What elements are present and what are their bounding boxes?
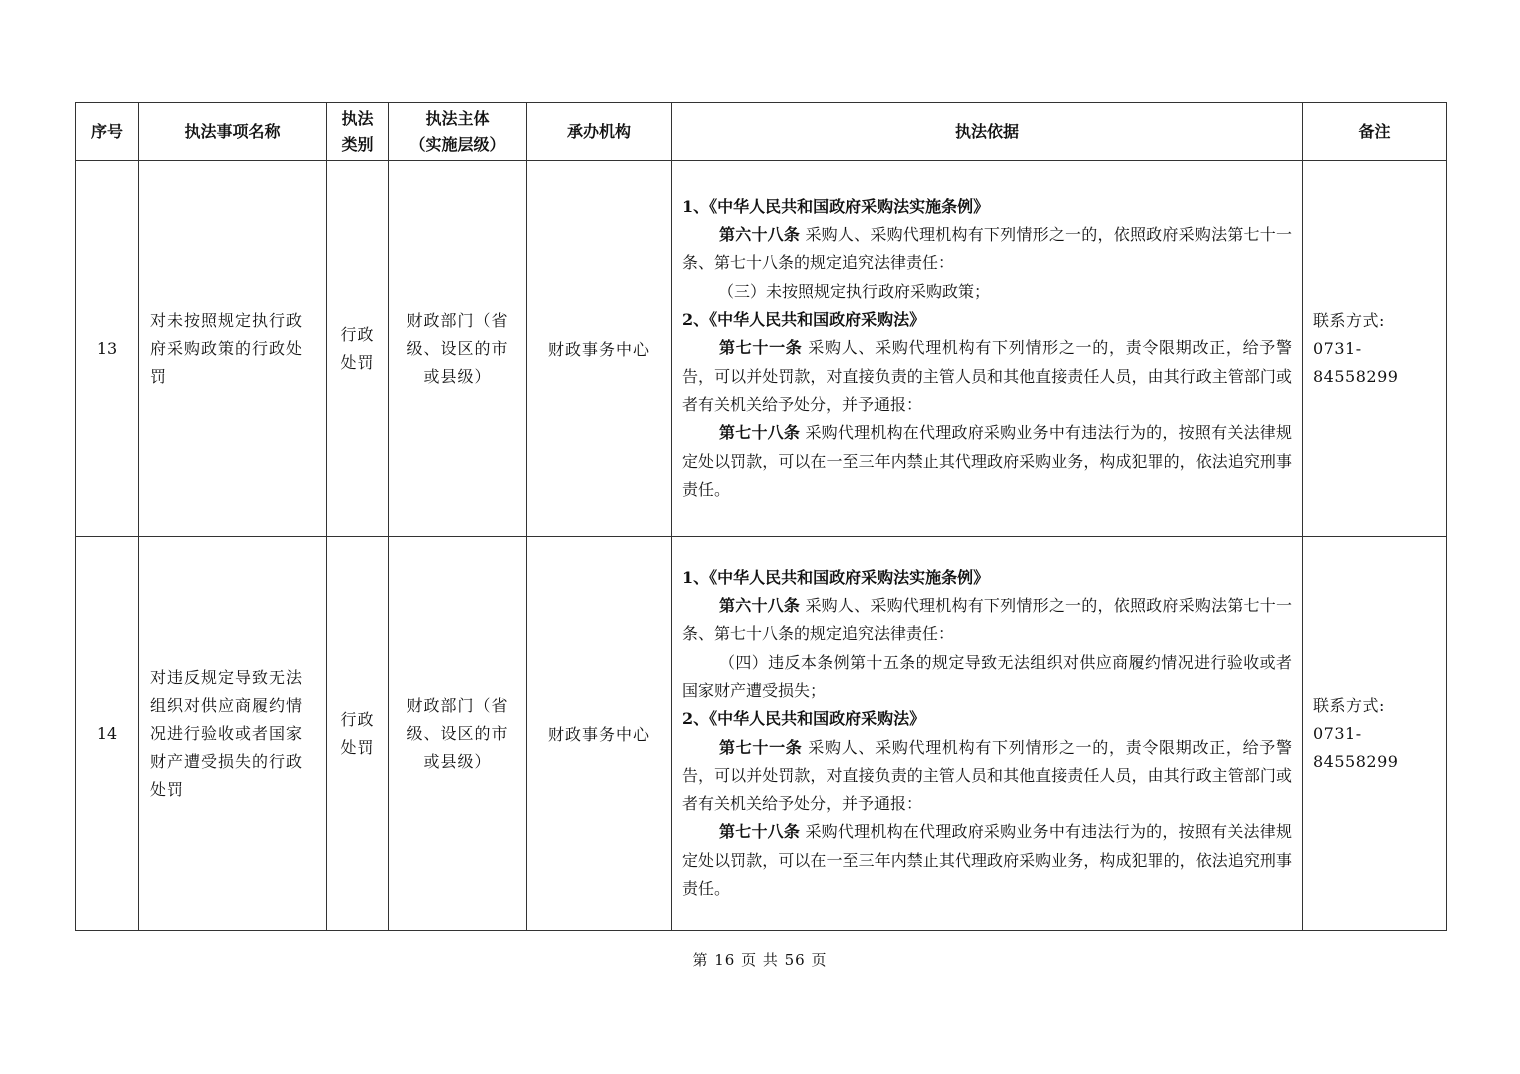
row-item-name: 对未按照规定执行政府采购政策的行政处罚 <box>139 161 327 537</box>
header-note: 备注 <box>1303 103 1447 161</box>
law2-paragraph2 <box>682 419 1292 504</box>
row-num: 14 <box>76 537 139 931</box>
table-row <box>76 537 1447 931</box>
page-footer: 第 16 页 共 56 页 <box>692 951 828 969</box>
law2-text1: 采购人、采购代理机构有下列情形之一的，责令限期改正，给予警告，可以并处罚款，对直接负责的主管人员和其他直接责任人员，由其行政主管部门或者有关机关给予处分，并予通报： <box>682 737 1292 814</box>
law2-title: 2、《中华人民共和国政府采购法》 <box>682 709 926 729</box>
row-subject: 财政部门（省级、设区的市或县级） <box>389 161 527 537</box>
law2-title: 2、《中华人民共和国政府采购法》 <box>682 310 926 330</box>
note-phone: 0731-84558299 <box>1313 723 1399 771</box>
row-type <box>327 537 389 931</box>
law2-paragraph1 <box>682 734 1292 819</box>
row-org: 财政事务中心 <box>527 537 672 931</box>
row-org: 财政事务中心 <box>527 161 672 537</box>
row-num: 13 <box>76 161 139 537</box>
law1-title: 1、《中华人民共和国政府采购法实施条例》 <box>682 196 990 216</box>
law1-item: （四）违反本条例第十五条的规定导致无法组织对供应商履约情况进行验收或者国家财产遭受损失； <box>682 652 1292 700</box>
header-subject-line2: （实施层级） <box>409 134 506 154</box>
law2-paragraph2 <box>682 818 1292 903</box>
header-subject <box>389 103 527 161</box>
law1-article: 第六十八条 <box>719 596 801 616</box>
law2-article2: 第七十八条 <box>719 423 801 443</box>
law2-paragraph1 <box>682 334 1292 419</box>
law1-paragraph <box>682 221 1292 278</box>
law2-text2: 采购代理机构在代理政府采购业务中有违法行为的，按照有关法律规定处以罚款，可以在一至三年内禁止其代理政府采购业务，构成犯罪的，依法追究刑事责任。 <box>682 423 1292 499</box>
row-basis <box>672 161 1303 537</box>
row-basis <box>672 537 1303 931</box>
law1-text: 采购人、采购代理机构有下列情形之一的，依照政府采购法第七十一条、第七十八条的规定追究法律责任： <box>682 596 1292 644</box>
law1-item: （三）未按照规定执行政府采购政策； <box>718 281 991 301</box>
row-subject: 财政部门（省级、设区的市或县级） <box>389 537 527 931</box>
header-name: 执法事项名称 <box>139 103 327 161</box>
law2-article1: 第七十一条 <box>719 338 803 358</box>
law2-article2: 第七十八条 <box>719 822 801 842</box>
law2-text2: 采购代理机构在代理政府采购业务中有违法行为的，按照有关法律规定处以罚款，可以在一至三年内禁止其代理政府采购业务，构成犯罪的，依法追究刑事责任。 <box>682 822 1292 898</box>
header-num: 序号 <box>76 103 139 161</box>
header-basis: 执法依据 <box>672 103 1303 161</box>
header-type <box>327 103 389 161</box>
law1-text: 采购人、采购代理机构有下列情形之一的，依照政府采购法第七十一条、第七十八条的规定追究法律责任： <box>682 225 1292 273</box>
header-type-line1: 执法 <box>341 108 374 128</box>
row-note <box>1303 537 1447 931</box>
row-type-text: 行政处罚 <box>340 709 375 757</box>
header-org: 承办机构 <box>527 103 672 161</box>
law1-title: 1、《中华人民共和国政府采购法实施条例》 <box>682 567 990 587</box>
table-header-row <box>76 103 1447 161</box>
law1-article: 第六十八条 <box>719 225 801 245</box>
note-phone: 0731-84558299 <box>1313 338 1399 386</box>
law2-article1: 第七十一条 <box>719 737 803 757</box>
row-item-name: 对违反规定导致无法组织对供应商履约情况进行验收或者国家财产遭受损失的行政处罚 <box>139 537 327 931</box>
note-label: 联系方式: <box>1313 695 1385 715</box>
row-type <box>327 161 389 537</box>
header-subject-line1: 执法主体 <box>425 108 490 128</box>
note-label: 联系方式: <box>1313 310 1385 330</box>
law2-text1: 采购人、采购代理机构有下列情形之一的，责令限期改正，给予警告，可以并处罚款，对直接负责的主管人员和其他直接责任人员，由其行政主管部门或者有关机关给予处分，并予通报： <box>682 338 1292 414</box>
row-type-text: 行政处罚 <box>340 324 375 372</box>
table-row <box>76 161 1447 537</box>
law1-paragraph <box>682 592 1292 649</box>
header-type-line2: 类别 <box>341 134 374 154</box>
row-note <box>1303 161 1447 537</box>
enforcement-table <box>75 102 1447 931</box>
